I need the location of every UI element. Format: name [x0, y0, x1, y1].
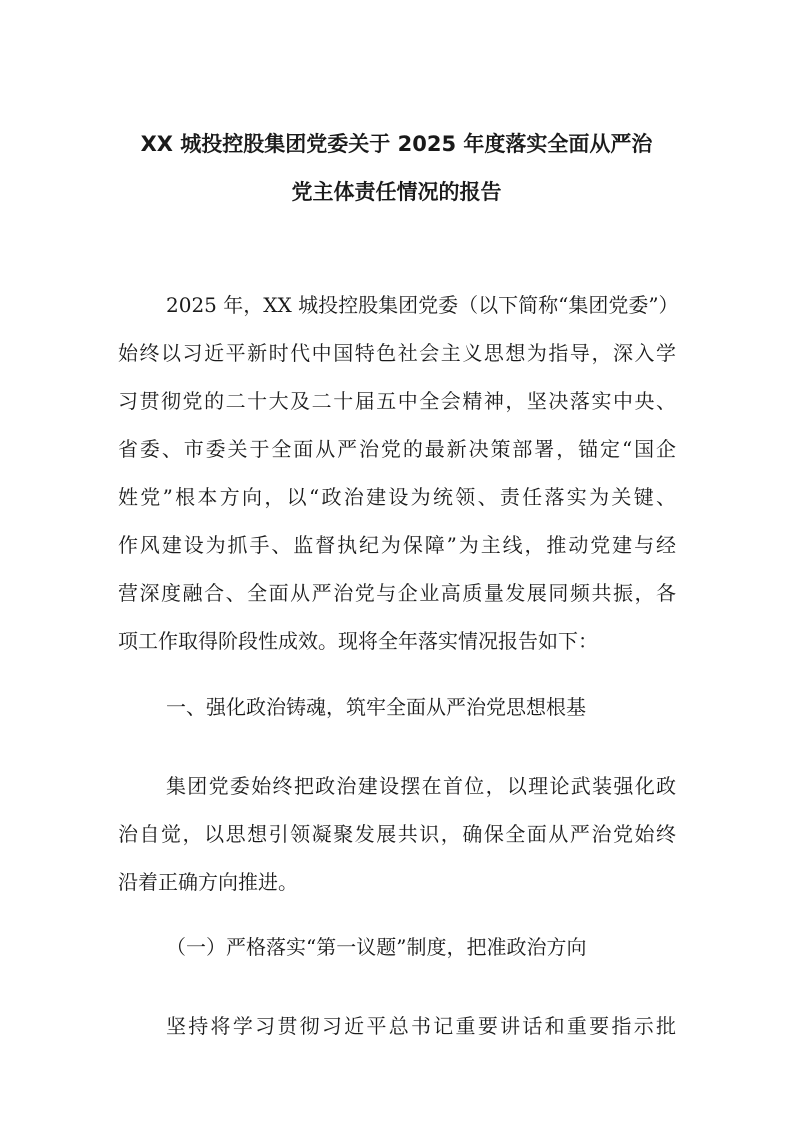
- intro-paragraph-line: 作风建设为抓手、监督执纪为保障”为主线，推动党建与经: [118, 533, 676, 557]
- section-1-heading: 一、强化政治铸魂，筑牢全面从严治党思想根基: [166, 695, 586, 719]
- intro-paragraph-line: 始终以习近平新时代中国特色社会主义思想为指导，深入学: [118, 341, 676, 365]
- document-title-line-1: XX 城投控股集团党委关于 2025 年度落实全面从严治: [140, 132, 653, 156]
- intro-paragraph-line: 项工作取得阶段性成效。现将全年落实情况报告如下：: [118, 629, 598, 653]
- intro-paragraph-line: 2025 年，XX 城投控股集团党委（以下简称“集团党委”）: [166, 293, 679, 317]
- section-1-paragraph-line: 沿着正确方向推进。: [118, 870, 298, 894]
- section-1-paragraph-line: 治自觉，以思想引领凝聚发展共识，确保全面从严治党始终: [118, 822, 676, 846]
- subsection-1-paragraph-line: 坚持将学习贯彻习近平总书记重要讲话和重要指示批: [166, 1014, 676, 1038]
- intro-paragraph-line: 省委、市委关于全面从严治党的最新决策部署，锚定“国企: [118, 437, 676, 461]
- section-1-paragraph-line: 集团党委始终把政治建设摆在首位，以理论武装强化政: [166, 774, 676, 798]
- subsection-1-heading: （一）严格落实“第一议题”制度，把准政治方向: [166, 935, 587, 959]
- intro-paragraph-line: 营深度融合、全面从严治党与企业高质量发展同频共振，各: [118, 581, 676, 605]
- intro-paragraph-line: 姓党”根本方向，以“政治建设为统领、责任落实为关键、: [118, 485, 676, 509]
- intro-paragraph-line: 习贯彻党的二十大及二十届五中全会精神，坚决落实中央、: [118, 389, 676, 413]
- document-title-line-2: 党主体责任情况的报告: [291, 180, 502, 204]
